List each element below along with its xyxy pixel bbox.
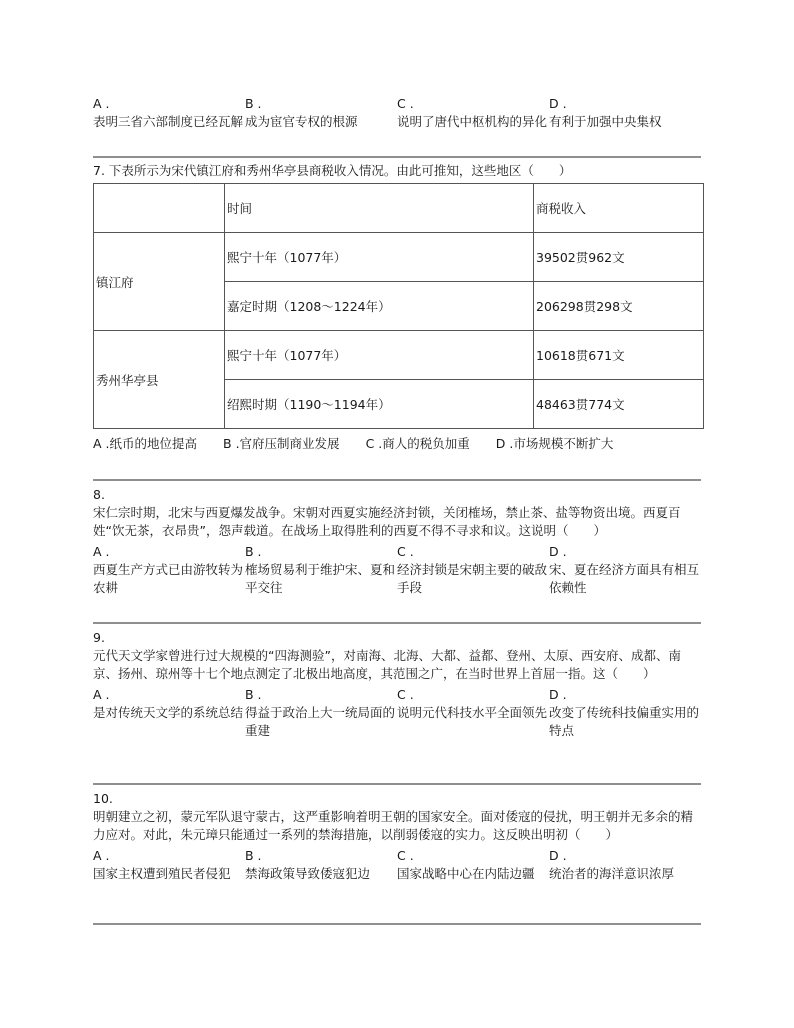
option-text: 禁海政策导致倭寇犯边 (245, 866, 371, 881)
option-text: 国家战略中心在内陆边疆 (397, 866, 535, 881)
question-stem: 7. 下表所示为宋代镇江府和秀州华亭县商税收入情况。由此可推知，这些地区（ ） (93, 163, 572, 178)
question-7 (93, 162, 703, 429)
option-text: 统治者的海洋意识浓厚 (549, 866, 675, 881)
option-b[interactable] (245, 847, 397, 883)
option-d[interactable] (549, 686, 701, 740)
option-c[interactable] (397, 686, 549, 740)
revenue-cell: 10618贯671文 (534, 331, 704, 380)
option-letter: D . (549, 848, 567, 863)
question-stem: 元代天文学家曾进行过大规模的“四海测验”，对南海、北海、大都、益都、登州、太原、西安府、成都、南京、扬州、琼州等十七个地点测定了北极出地高度，其范围之广，在当时世界上首屈一指。这（ ） (93, 648, 681, 681)
option-letter: D . (549, 544, 567, 559)
option-d[interactable] (549, 95, 701, 131)
option-text: 得益于政治上大一统局面的重建 (245, 705, 396, 738)
revenue-cell: 206298贯298文 (534, 282, 704, 331)
question-stem: 宋仁宗时期，北宋与西夏爆发战争。宋朝对西夏实施经济封锁，关闭榷场，禁止茶、盐等物资出境。西夏百姓“饮无茶，衣昂贵”，怨声载道。在战场上取得胜利的西夏不得不寻求和议。这说明（ ） (93, 505, 681, 538)
question-number: 8. (93, 487, 105, 502)
period-cell: 嘉定时期（1208～1224年） (225, 282, 534, 331)
option-text: 榷场贸易利于维护宋、夏和平交往 (245, 562, 396, 595)
option-letter: C . (365, 436, 383, 451)
question-7-options (93, 435, 703, 453)
question-10 (93, 790, 703, 883)
option-letter: C . (397, 544, 414, 559)
option-text: 说明元代科技水平全面领先 (397, 705, 548, 720)
table-header-cell: 时间 (225, 184, 534, 233)
option-letter: A . (93, 848, 110, 863)
option-letter: D . (495, 436, 514, 451)
option-letter: D . (549, 96, 567, 111)
option-c[interactable] (366, 436, 470, 451)
option-c[interactable] (397, 847, 549, 883)
option-text: 官府压制商业发展 (239, 436, 340, 451)
option-text: 说明了唐代中枢机构的异化 (397, 114, 548, 129)
option-letter: B . (245, 848, 262, 863)
option-letter: C . (397, 687, 414, 702)
option-letter: B . (223, 436, 240, 451)
option-letter: A . (93, 544, 110, 559)
option-c[interactable] (397, 543, 549, 597)
option-letter: A . (93, 96, 110, 111)
option-a[interactable] (93, 686, 245, 740)
option-b[interactable] (223, 436, 340, 451)
option-letter: B . (245, 687, 262, 702)
table-header-cell: 商税收入 (534, 184, 704, 233)
option-text: 商人的税负加重 (382, 436, 470, 451)
region-cell: 镇江府 (94, 233, 225, 331)
option-letter: D . (549, 687, 567, 702)
option-a[interactable] (93, 543, 245, 597)
divider (93, 622, 701, 624)
question-number: 10. (93, 791, 113, 806)
divider (93, 923, 701, 925)
table-header-row (94, 184, 704, 233)
period-cell: 熙宁十年（1077年） (225, 233, 534, 282)
option-b[interactable] (245, 543, 397, 597)
period-cell: 熙宁十年（1077年） (225, 331, 534, 380)
option-text: 改变了传统科技偏重实用的特点 (549, 705, 700, 738)
option-a[interactable] (93, 95, 245, 131)
table-row (94, 233, 704, 282)
divider (93, 479, 701, 481)
question-9 (93, 629, 703, 740)
option-b[interactable] (245, 686, 397, 740)
divider (93, 783, 701, 785)
table-header-cell (94, 184, 225, 233)
option-c[interactable] (397, 95, 549, 131)
option-letter: A . (93, 687, 110, 702)
option-text: 成为宦官专权的根源 (245, 114, 358, 129)
option-d[interactable] (496, 436, 614, 451)
option-text: 经济封锁是宋朝主要的破敌手段 (397, 562, 548, 595)
option-letter: C . (397, 96, 414, 111)
option-text: 市场规模不断扩大 (513, 436, 614, 451)
option-text: 宋、夏在经济方面具有相互依赖性 (549, 562, 700, 595)
period-cell: 绍熙时期（1190～1194年） (225, 380, 534, 429)
question-stem: 明朝建立之初，蒙元军队退守蒙古，这严重影响着明王朝的国家安全。面对倭寇的侵扰，明王朝并无多余的精力应对。对此，朱元璋只能通过一系列的禁海措施，以削弱倭寇的实力。这反映出明初（ ） (93, 809, 694, 842)
option-a[interactable] (93, 847, 245, 883)
option-d[interactable] (549, 543, 701, 597)
revenue-cell: 48463贯774文 (534, 380, 704, 429)
option-text: 有利于加强中央集权 (549, 114, 662, 129)
revenue-cell: 39502贯962文 (534, 233, 704, 282)
option-b[interactable] (245, 95, 397, 131)
tax-revenue-table (93, 183, 704, 429)
divider (93, 156, 701, 158)
option-text: 表明三省六部制度已经瓦解 (93, 114, 244, 129)
option-text: 是对传统天文学的系统总结 (93, 705, 244, 720)
option-letter: A . (93, 436, 110, 451)
option-a[interactable] (93, 436, 197, 451)
question-8 (93, 486, 703, 597)
option-text: 国家主权遭到殖民者侵犯 (93, 866, 231, 881)
question-6-options (93, 95, 703, 131)
option-letter: B . (245, 544, 262, 559)
question-number: 9. (93, 630, 105, 645)
option-text: 西夏生产方式已由游牧转为农耕 (93, 562, 244, 595)
region-cell: 秀州华亭县 (94, 331, 225, 429)
table-row (94, 331, 704, 380)
option-text: 纸币的地位提高 (109, 436, 198, 451)
option-d[interactable] (549, 847, 701, 883)
option-letter: C . (397, 848, 414, 863)
option-letter: B . (245, 96, 262, 111)
